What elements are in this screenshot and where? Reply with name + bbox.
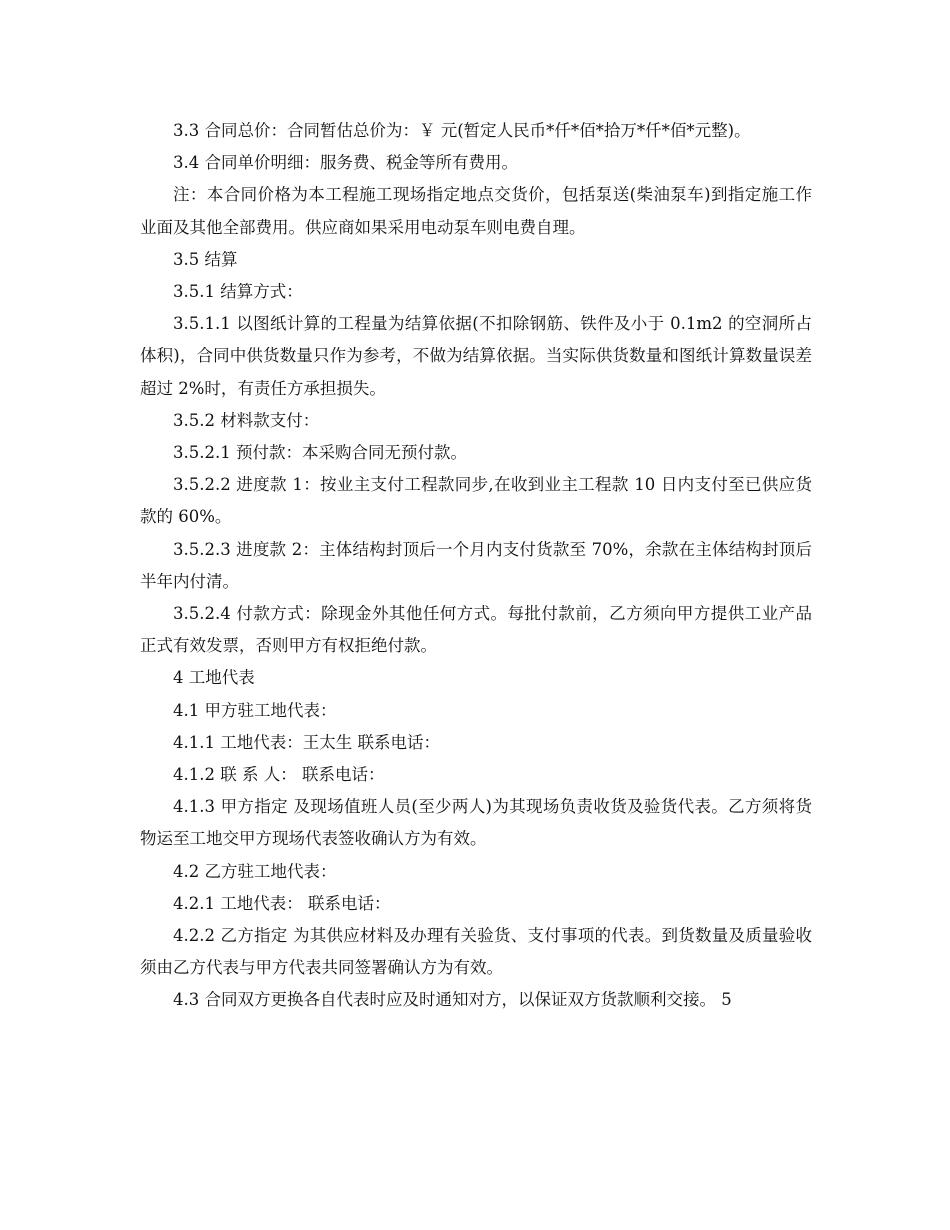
clause-3-5-2: 3.5.2 材料款支付： — [173, 410, 320, 430]
clause-4-1-3: 4.1.3 甲方指定 及现场值班人员(至少两人)为其现场负责收货及验货代表。乙方须将货物运至工地交甲方现场代表签收确认方为有效。 — [140, 797, 812, 849]
clause-4-3: 4.3 合同双方更换各自代表时应及时通知对方，以保证双方货款顺利交接。 5 — [173, 990, 732, 1010]
clause-3-5-1: 3.5.1 结算方式： — [173, 282, 303, 302]
clause-4-1-2: 4.1.2 联 系 人： 联系电话： — [173, 765, 385, 785]
clause-3-5-2-1: 3.5.2.1 预付款：本采购合同无预付款。 — [173, 443, 467, 463]
clause-3-5-2-2: 3.5.2.2 进度款 1：按业主支付工程款同步,在收到业主工程款 10 日内支付至已供应货款的 60%。 — [140, 475, 812, 527]
clause-3-3: 3.3 合同总价：合同暂估总价为：￥ 元(暂定人民币*仟*佰*拾万*仟*佰*元整)。 — [173, 121, 751, 140]
clause-3-5-heading: 3.5 结算 — [173, 249, 238, 269]
clause-3-5-2-3: 3.5.2.3 进度款 2：主体结构封顶后一个月内支付货款至 70%，余款在主体结构封顶后半年内付清。 — [140, 539, 812, 591]
clause-3-5-1-1: 3.5.1.1 以图纸计算的工程量为结算依据(不扣除钢筋、铁件及小于 0.1m2 的空洞所占体积)，合同中供货数量只作为参考，不做为结算依据。当实际供货数量和图纸计算数量误差超过 2%时，有责任方承担损失。 — [140, 314, 812, 398]
clause-4-2: 4.2 乙方驻工地代表： — [173, 861, 337, 881]
clause-4-2-2: 4.2.2 乙方指定 为其供应材料及办理有关验货、支付事项的代表。到货数量及质量验收须由乙方代表与甲方代表共同签署确认方为有效。 — [140, 926, 812, 978]
section-4-heading: 4 工地代表 — [173, 668, 255, 688]
clause-3-5-2-4: 3.5.2.4 付款方式：除现金外其他任何方式。每批付款前，乙方须向甲方提供工业产品正式有效发票，否则甲方有权拒绝付款。 — [140, 604, 812, 656]
clause-4-1-1: 4.1.1 工地代表：王太生 联系电话： — [173, 732, 440, 752]
clause-4-2-1: 4.2.1 工地代表： 联系电话： — [173, 893, 391, 913]
document-page — [140, 115, 812, 1017]
clause-4-1: 4.1 甲方驻工地代表： — [173, 700, 337, 720]
clause-3-4: 3.4 合同单价明细：服务费、税金等所有费用。 — [173, 153, 518, 173]
price-note: 注：本合同价格为本工程施工现场指定地点交货价，包括泵送(柴油泵车)到指定施工作业面及其他全部费用。供应商如果采用电动泵车则电费自理。 — [140, 185, 812, 237]
